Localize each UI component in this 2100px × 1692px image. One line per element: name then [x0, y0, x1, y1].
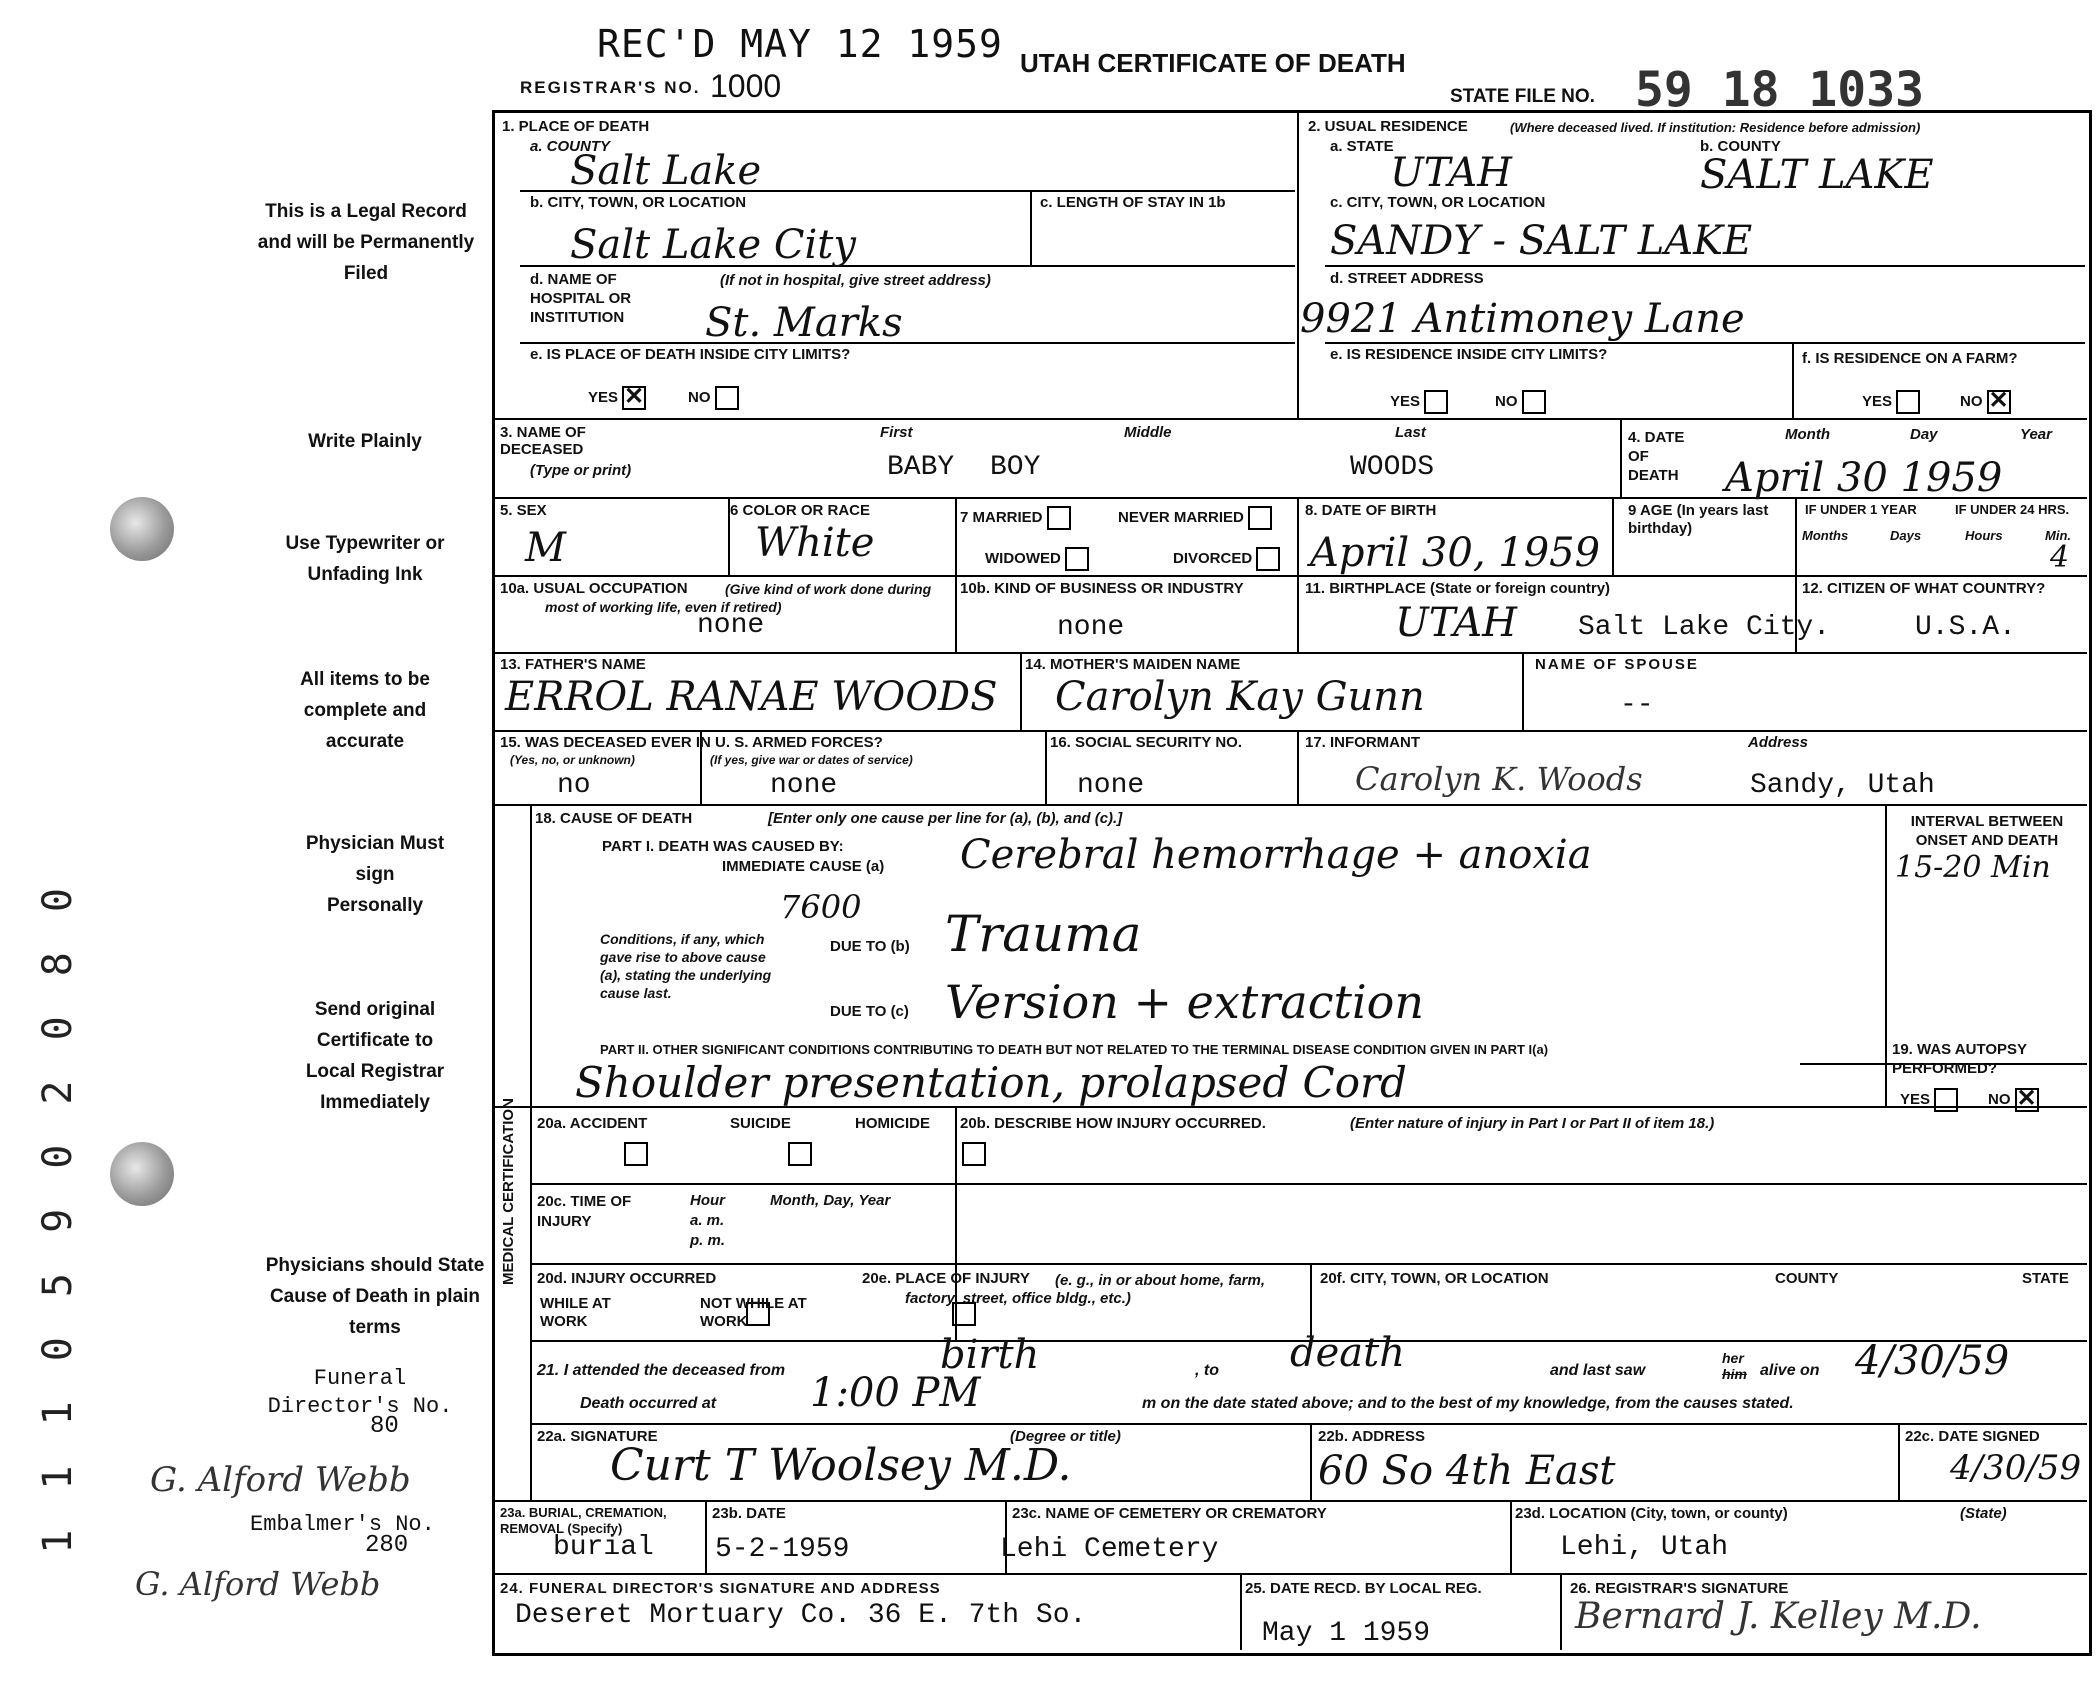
cause-b: Trauma	[945, 905, 1142, 963]
injury-how-note: (Enter nature of injury in Part I or Part II of item 18.)	[1350, 1115, 1715, 1132]
punch-hole-top	[110, 497, 174, 561]
length-of-stay-label: c. LENGTH OF STAY IN 1b	[1040, 194, 1226, 211]
funeral-director-sig-label: 24. FUNERAL DIRECTOR'S SIGNATURE AND ADDRESS	[500, 1580, 941, 1597]
date-signed-label: 22c. DATE SIGNED	[1905, 1428, 2040, 1445]
form-title: UTAH CERTIFICATE OF DEATH	[1020, 48, 1406, 78]
while-at-work: WHILE AT WORK	[540, 1295, 611, 1330]
ssn: none	[1077, 770, 1145, 801]
death-county: Salt Lake	[570, 148, 762, 194]
address-label: Address	[1748, 734, 1809, 751]
place-of-death-label: 1. PLACE OF DEATH	[502, 118, 650, 135]
funeral-director-signature: G. Alford Webb	[150, 1460, 411, 1500]
medical-certification-label: MEDICAL CERTIFICATION	[500, 1098, 517, 1285]
cemetery: Lehi Cemetery	[1000, 1534, 1219, 1565]
name-sub: (Type or print)	[530, 462, 632, 479]
burial-date: 5-2-1959	[715, 1534, 850, 1565]
him-label: him	[1722, 1366, 1747, 1382]
interval-label: INTERVAL BETWEEN ONSET AND DEATH	[1910, 813, 2064, 849]
received-stamp: REC'D MAY 12 1959	[597, 22, 1003, 66]
pm-label: p. m.	[690, 1232, 726, 1249]
conditions-note: Conditions, if any, which gave rise to above cause (a), stating the underlying cause last.	[600, 931, 772, 1001]
due-to-b-label: DUE TO (b)	[830, 938, 910, 955]
date-recd: May 1 1959	[1262, 1618, 1431, 1649]
cause-instructions: [Enter only one cause per line for (a), (b), and (c).]	[768, 810, 1123, 827]
res-inside-yes: YES	[1390, 390, 1448, 414]
alive-on-date: 4/30/59	[1855, 1338, 2010, 1384]
sidebar-legal: This is a Legal Record and will be Permanently Filed	[257, 201, 475, 284]
under-24-hrs: IF UNDER 24 HRS.	[1955, 502, 2070, 517]
registrar-no: 1000	[710, 68, 782, 104]
attended-to-label: , to	[1195, 1362, 1219, 1379]
birthplace-label: 11. BIRTHPLACE (State or foreign country)	[1305, 580, 1611, 597]
hour-label: Hour	[690, 1192, 725, 1209]
interval: 15-20 Min	[1895, 850, 2051, 885]
widowed-label: WIDOWED	[985, 547, 1089, 571]
burial-location-label: 23d. LOCATION (City, town, or county)	[1515, 1505, 1788, 1522]
year-label: Year	[2020, 426, 2052, 443]
checkbox-farm-yes[interactable]	[1896, 390, 1920, 414]
last-name: WOODS	[1350, 452, 1435, 483]
not-while-at-work: NOT WHILE AT WORK	[700, 1295, 807, 1330]
vertical-serial-number: 1 1 1 0 5 9 0 2 0 8 0	[35, 880, 81, 1554]
days-label: Days	[1890, 528, 1922, 543]
mdy-label: Month, Day, Year	[770, 1192, 891, 1209]
city-label: b. CITY, TOWN, OR LOCATION	[530, 194, 747, 211]
months-label: Months	[1802, 528, 1849, 543]
hospital-name: St. Marks	[705, 300, 903, 346]
burial-method: burial	[553, 1532, 654, 1563]
res-city-label: c. CITY, TOWN, OR LOCATION	[1330, 194, 1546, 211]
checkbox-no[interactable]	[715, 386, 739, 410]
checkbox-widowed[interactable]	[1065, 547, 1089, 571]
injury-occurred-label: 20d. INJURY OCCURRED	[537, 1270, 717, 1287]
dob-label: 8. DATE OF BIRTH	[1305, 502, 1437, 519]
part-2-conditions: Shoulder presentation, prolapsed Cord	[575, 1058, 1407, 1107]
attended-label: 21. I attended the deceased from	[537, 1362, 786, 1379]
birthplace-city: Salt Lake City.	[1578, 612, 1831, 643]
inside-city-limits-label: e. IS PLACE OF DEATH INSIDE CITY LIMITS?	[530, 346, 851, 363]
embalmer-no: 280	[365, 1532, 409, 1559]
checkbox-autopsy-yes[interactable]	[1934, 1088, 1958, 1112]
res-inside-label: e. IS RESIDENCE INSIDE CITY LIMITS?	[1330, 346, 1608, 363]
checkbox-res-no[interactable]	[1522, 390, 1546, 414]
due-to-c-label: DUE TO (c)	[830, 1003, 909, 1020]
middle-label: Middle	[1124, 424, 1172, 441]
homicide-label: HOMICIDE	[855, 1115, 930, 1132]
immediate-cause-label: IMMEDIATE CAUSE (a)	[722, 858, 885, 875]
cause-c: Version + extraction	[945, 975, 1424, 1029]
armed-forces-label: 15. WAS DECEASED EVER IN U. S. ARMED FORCES?	[500, 734, 883, 751]
res-state: UTAH	[1390, 150, 1512, 196]
punch-hole-bottom	[110, 1142, 174, 1206]
inside-yes: YES✕	[588, 386, 646, 410]
checkbox-autopsy-no-checked[interactable]	[2015, 1088, 2039, 1112]
death-time: 1:00 PM	[810, 1370, 981, 1416]
informant-address: Sandy, Utah	[1750, 770, 1935, 801]
date-of-death-label: 4. DATE OF DEATH	[1628, 429, 1685, 484]
funeral-director-label: Funeral Director's No.	[267, 1366, 453, 1419]
occupation-note: (Give kind of work done during most of working life, even if retired)	[545, 581, 932, 615]
occupation-label: 10a. USUAL OCCUPATION	[500, 580, 688, 597]
hospital-note: (If not in hospital, give street address)	[720, 272, 991, 289]
res-farm-label: f. IS RESIDENCE ON A FARM?	[1802, 350, 2018, 367]
accident-label: 20a. ACCIDENT	[537, 1115, 648, 1132]
cause-label: 18. CAUSE OF DEATH	[535, 810, 693, 827]
attended-to: death	[1290, 1330, 1405, 1376]
funeral-director-address: Deseret Mortuary Co. 36 E. 7th So.	[515, 1600, 1087, 1631]
mother-label: 14. MOTHER'S MAIDEN NAME	[1025, 656, 1241, 673]
burial-date-label: 23b. DATE	[712, 1505, 786, 1522]
day-label: Day	[1910, 426, 1938, 443]
date-recd-label: 25. DATE RECD. BY LOCAL REG.	[1245, 1580, 1482, 1597]
sidebar-write: Write Plainly	[308, 431, 422, 452]
res-farm-yes: YES	[1862, 390, 1920, 414]
death-occurred-label: Death occurred at	[580, 1395, 717, 1412]
injury-how-label: 20b. DESCRIBE HOW INJURY OCCURRED.	[960, 1115, 1266, 1132]
sex-label: 5. SEX	[500, 502, 547, 519]
informant-signature: Carolyn K. Woods	[1355, 760, 1643, 798]
registrar-signature: Bernard J. Kelley M.D.	[1575, 1596, 1982, 1637]
father-name: ERROL RANAE WOODS	[505, 674, 998, 720]
sidebar-ink: Use Typewriter or Unfading Ink	[285, 533, 445, 585]
spouse-label: NAME OF SPOUSE	[1535, 656, 1699, 673]
checkbox-farm-no-checked[interactable]	[1987, 390, 2011, 414]
signature-label: 22a. SIGNATURE	[537, 1428, 658, 1445]
phys-address-label: 22b. ADDRESS	[1318, 1428, 1425, 1445]
checkbox-res-yes[interactable]	[1424, 390, 1448, 414]
checkbox-yes-checked[interactable]	[622, 386, 646, 410]
injury-city-label: 20f. CITY, TOWN, OR LOCATION	[1320, 1270, 1549, 1287]
registrar-no-label: REGISTRAR'S NO.	[520, 78, 701, 97]
burial-label: 23a. BURIAL, CREMATION, REMOVAL (Specify)	[500, 1505, 667, 1536]
ssn-label: 16. SOCIAL SECURITY NO.	[1050, 734, 1242, 751]
never-married-label: NEVER MARRIED	[1118, 506, 1272, 530]
degree-label: (Degree or title)	[1010, 1428, 1121, 1445]
citizen-label: 12. CITIZEN OF WHAT COUNTRY?	[1802, 580, 2046, 597]
date-signed: 4/30/59	[1950, 1448, 2082, 1488]
race-value: White	[755, 520, 875, 566]
injury-state-label: STATE	[2022, 1270, 2069, 1287]
usual-residence-note: (Where deceased lived. If institution: Residence before admission)	[1510, 120, 1921, 135]
min-label: Min.	[2045, 528, 2071, 543]
business-label: 10b. KIND OF BUSINESS OR INDUSTRY	[960, 580, 1244, 597]
business: none	[1057, 612, 1125, 643]
burial-location: Lehi, Utah	[1560, 1532, 1729, 1563]
physician-signature: Curt T Woolsey M.D.	[610, 1440, 1072, 1491]
funeral-director-no: 80	[370, 1413, 399, 1440]
citizen: U.S.A.	[1915, 612, 2016, 643]
under-1-year: IF UNDER 1 YEAR	[1805, 502, 1917, 517]
first-label: First	[880, 424, 913, 441]
death-city: Salt Lake City	[570, 222, 856, 268]
res-county: SALT LAKE	[1700, 152, 1934, 198]
res-city: SANDY - SALT LAKE	[1330, 218, 1753, 264]
res-street: 9921 Antimoney Lane	[1300, 296, 1745, 342]
suicide-label: SUICIDE	[730, 1115, 791, 1132]
time-of-injury-label: 20c. TIME OF INJURY	[537, 1193, 632, 1230]
name-label: 3. NAME OF DECEASED	[500, 424, 586, 458]
married-label: 7 MARRIED	[960, 506, 1071, 530]
birthplace-state: UTAH	[1395, 600, 1517, 646]
phys-address: 60 So 4th East	[1318, 1448, 1616, 1494]
inside-no: NO	[688, 386, 739, 410]
armed-note-1: (Yes, no, or unknown)	[510, 753, 635, 767]
checkbox-married[interactable]	[1047, 506, 1071, 530]
first-name: BABY	[887, 452, 955, 483]
mother-name: Carolyn Kay Gunn	[1055, 674, 1425, 720]
checkbox-never-married[interactable]	[1248, 506, 1272, 530]
occupation: none	[697, 610, 765, 641]
armed-forces: no	[557, 770, 591, 801]
injury-county-label: COUNTY	[1775, 1270, 1839, 1287]
autopsy-yes: YES	[1900, 1088, 1958, 1112]
sidebar-physicians-cause: Physicians should State Cause of Death in plain terms	[265, 1255, 485, 1338]
hours-label: Hours	[1965, 528, 2003, 543]
res-county-label: b. COUNTY	[1700, 138, 1781, 155]
war-service: none	[770, 770, 838, 801]
month-label: Month	[1785, 426, 1830, 443]
res-state-label: a. STATE	[1330, 138, 1394, 155]
her-label: her	[1722, 1350, 1744, 1366]
am-label: a. m.	[690, 1212, 725, 1229]
usual-residence-label: 2. USUAL RESIDENCE	[1308, 118, 1468, 135]
res-inside-no: NO	[1495, 390, 1546, 414]
age-label: 9 AGE (In years last birthday)	[1628, 502, 1769, 537]
res-street-label: d. STREET ADDRESS	[1330, 270, 1484, 287]
place-of-injury-label: 20e. PLACE OF INJURY	[862, 1270, 1030, 1287]
place-of-injury-note: (e. g., in or about home, farm, factory, street, office bldg., etc.)	[905, 1272, 1266, 1307]
autopsy-no: NO✕	[1988, 1088, 2039, 1112]
embalmer-signature: G. Alford Webb	[135, 1565, 381, 1603]
informant-label: 17. INFORMANT	[1305, 734, 1421, 751]
last-label: Last	[1395, 424, 1426, 441]
age-minutes: 4	[2050, 540, 2070, 575]
county-label: a. COUNTY	[530, 138, 611, 155]
checkbox-suicide[interactable]	[788, 1142, 812, 1166]
spouse-name: --	[1620, 690, 1654, 721]
checkbox-divorced[interactable]	[1256, 547, 1280, 571]
race-label: 6 COLOR OR RACE	[730, 502, 871, 519]
alive-on-label: alive on	[1760, 1362, 1820, 1379]
father-label: 13. FATHER'S NAME	[500, 656, 646, 673]
sidebar-send: Send original Certificate to Local Registrar Immediately	[305, 999, 445, 1113]
autopsy-label: 19. WAS AUTOPSY PERFORMED?	[1892, 1041, 2027, 1077]
attest-text: m on the date stated above; and to the best of my knowledge, from the causes stated.	[1142, 1395, 1794, 1412]
attended-from: birth	[940, 1332, 1040, 1378]
res-farm-no: NO✕	[1960, 390, 2011, 414]
middle-name: BOY	[990, 452, 1041, 483]
part-1-label: PART I. DEATH WAS CAUSED BY:	[602, 838, 844, 855]
embalmer-label: Embalmer's No.	[250, 1512, 435, 1537]
cause-code: 7600	[780, 888, 862, 926]
sidebar-physician: Physician Must sign Personally	[305, 833, 445, 916]
sex-value: M	[525, 525, 566, 571]
state-file-label: STATE FILE NO.	[1450, 86, 1595, 107]
part-2-label: PART II. OTHER SIGNIFICANT CONDITIONS CONTRIBUTING TO DEATH BUT NOT RELATED TO THE TERMINAL DISEASE CONDITION GIVEN IN PART I(a)	[600, 1042, 1549, 1057]
checkbox-homicide[interactable]	[962, 1142, 986, 1166]
registrar-sig-label: 26. REGISTRAR'S SIGNATURE	[1570, 1580, 1789, 1597]
date-of-death: April 30 1959	[1725, 455, 2003, 501]
armed-note-2: (If yes, give war or dates of service)	[710, 753, 913, 767]
state-file-number: 59 18 1033	[1635, 62, 1924, 118]
checkbox-accident[interactable]	[624, 1142, 648, 1166]
cause-a: Cerebral hemorrhage + anoxia	[960, 832, 1592, 878]
burial-state-label: (State)	[1960, 1505, 2007, 1522]
hospital-label: d. NAME OF HOSPITAL OR INSTITUTION	[530, 271, 632, 326]
sidebar-complete: All items to be complete and accurate	[300, 669, 430, 752]
last-saw-label: and last saw	[1550, 1362, 1646, 1379]
cemetery-label: 23c. NAME OF CEMETERY OR CREMATORY	[1012, 1505, 1327, 1522]
divorced-label: DIVORCED	[1173, 547, 1280, 571]
date-of-birth: April 30, 1959	[1310, 530, 1601, 576]
